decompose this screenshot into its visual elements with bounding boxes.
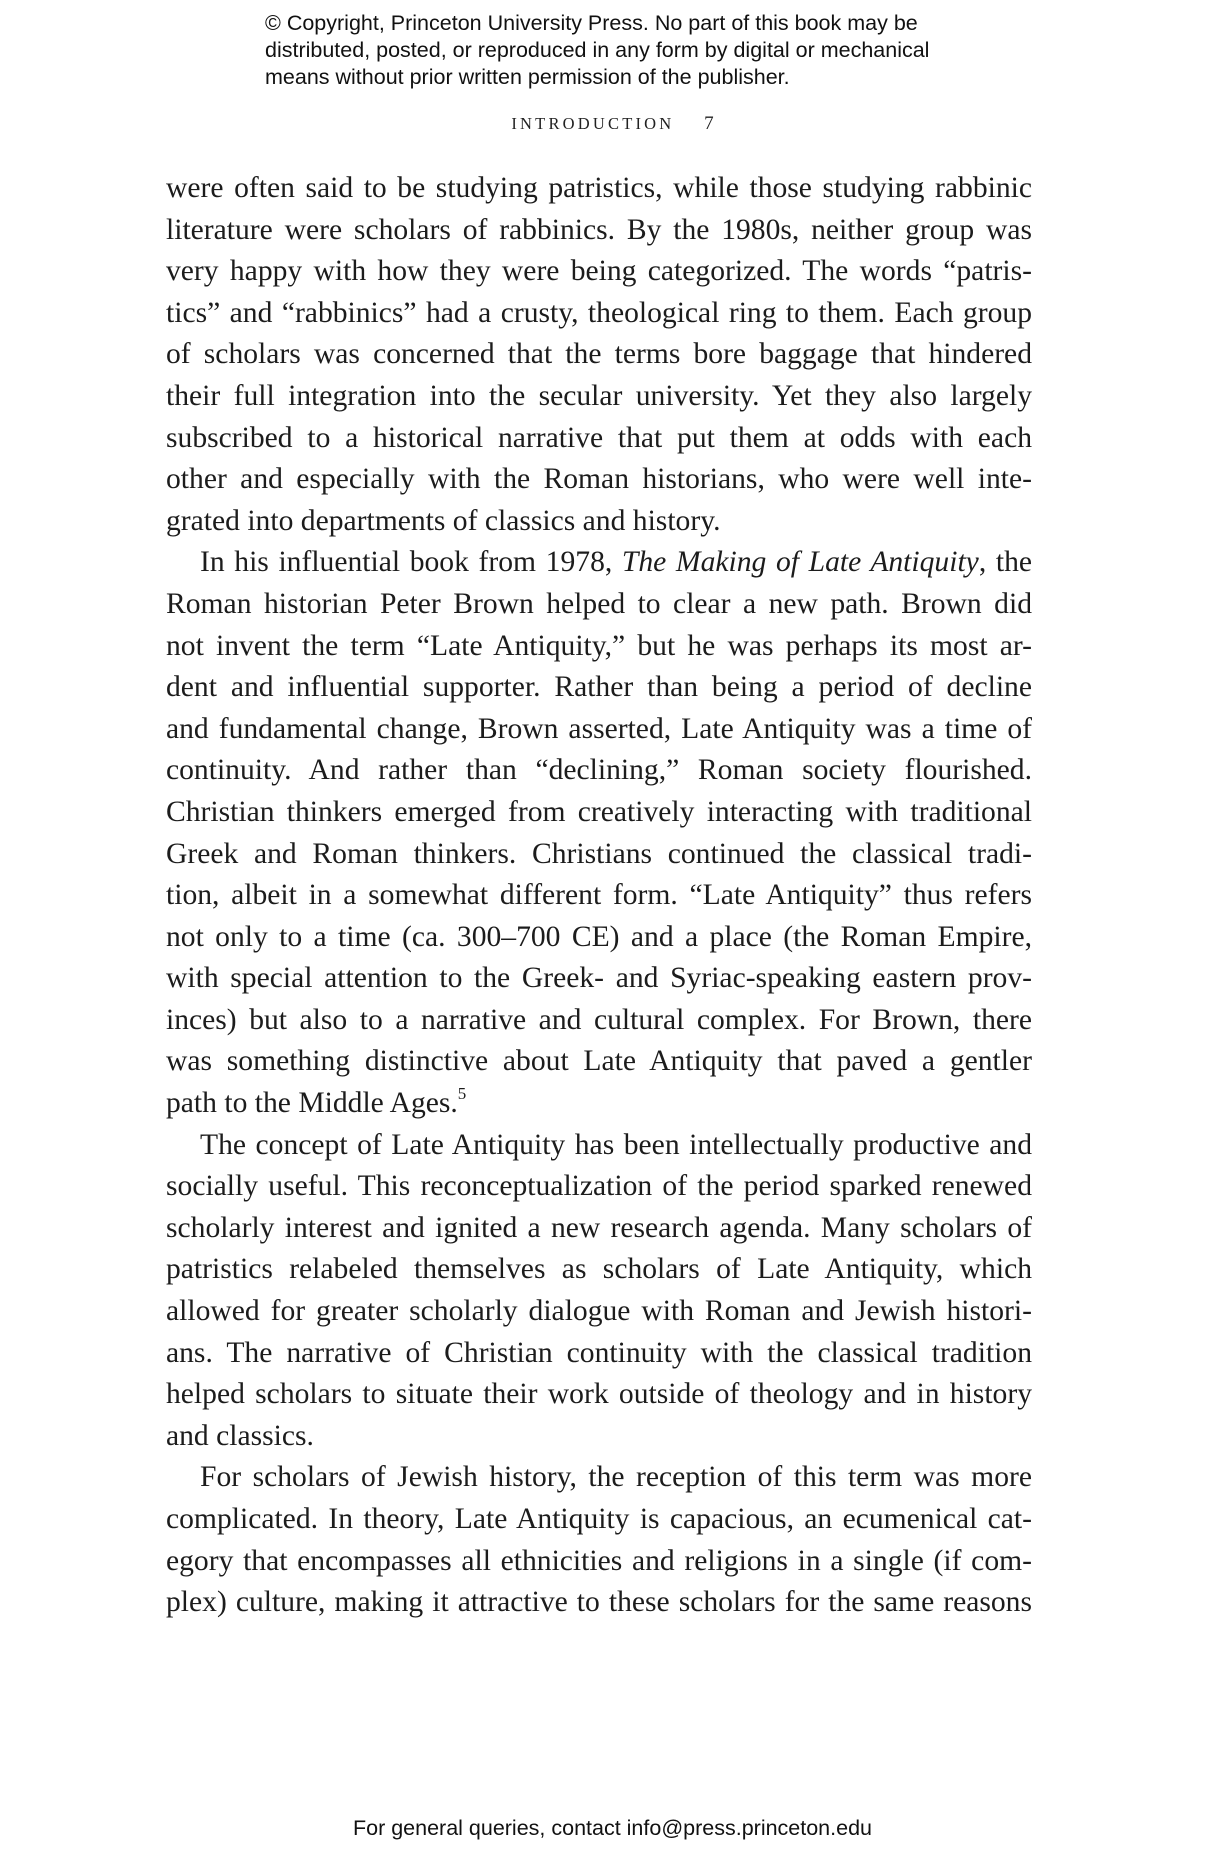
- text-line: and classics.: [166, 1419, 314, 1452]
- text-line: [166, 1083, 1032, 1125]
- text-line: Christian thinkers emerged from creatively interacting with traditional: [166, 795, 1032, 828]
- text-line: their full integration into the secular university. Yet they also largely: [166, 379, 1032, 412]
- page-number: 7: [704, 113, 714, 134]
- text-line: very happy with how they were being categorized. The words “patris-: [166, 255, 1032, 288]
- text-line: Roman historian Peter Brown helped to clear a new path. Brown did: [166, 587, 1032, 620]
- text-line: other and especially with the Roman historians, who were well inte-: [166, 463, 1032, 496]
- text-run: In his influential book from 1978,: [200, 546, 622, 579]
- paragraph: [166, 542, 1032, 1124]
- text-line: scholarly interest and ignited a new research agenda. Many scholars of: [166, 1211, 1032, 1244]
- copyright-notice: [265, 10, 1005, 91]
- text-line: grated into departments of classics and history.: [166, 504, 721, 537]
- text-run: , the: [978, 546, 1032, 579]
- text-line: not invent the term “Late Antiquity,” but he was perhaps its most ar-: [166, 629, 1032, 662]
- contact-footer: For general queries, contact info@press.princeton.edu: [352, 1816, 872, 1840]
- body-text: [166, 168, 1032, 1624]
- text-line: with special attention to the Greek- and Syriac-speaking eastern prov-: [166, 962, 1032, 995]
- footnote-reference: 5: [457, 1084, 467, 1104]
- paragraph: [166, 1457, 1032, 1623]
- running-head-title: INTRODUCTION: [511, 114, 675, 133]
- text-line: not only to a time (ca. 300–700 CE) and a place (the Roman Empire,: [166, 920, 1032, 953]
- text-line: patristics relabeled themselves as scholars of Late Antiquity, which: [166, 1253, 1032, 1286]
- text-line: plex) culture, making it attractive to these scholars for the same reasons: [166, 1586, 1032, 1619]
- text-line: subscribed to a historical narrative that put them at odds with each: [166, 421, 1032, 454]
- copyright-line: means without prior written permission of the publisher.: [265, 65, 790, 89]
- text-line: and fundamental change, Brown asserted, Late Antiquity was a time of: [166, 712, 1032, 745]
- text-line: allowed for greater scholarly dialogue with Roman and Jewish histori-: [166, 1295, 1032, 1328]
- copyright-line: distributed, posted, or reproduced in any form by digital or mechanical: [265, 38, 930, 62]
- text-line: [166, 542, 1032, 584]
- text-line: tics” and “rabbinics” had a crusty, theological ring to them. Each group: [166, 296, 1032, 329]
- text-run: path to the Middle Ages.: [166, 1087, 458, 1120]
- book-title: The Making of Late Antiquity: [621, 546, 979, 579]
- text-line: helped scholars to situate their work outside of theology and in history: [166, 1378, 1032, 1411]
- text-line: Greek and Roman thinkers. Christians continued the classical tradi-: [166, 837, 1032, 870]
- text-line: complicated. In theory, Late Antiquity is capacious, an ecumenical cat-: [166, 1503, 1032, 1535]
- text-line: of scholars was concerned that the terms bore baggage that hindered: [166, 338, 1032, 371]
- text-line: literature were scholars of rabbinics. By the 1980s, neither group was: [166, 213, 1032, 246]
- text-line: continuity. And rather than “declining,” Roman society flourished.: [166, 754, 1032, 787]
- text-line: egory that encompasses all ethnicities and religions in a single (if com-: [166, 1544, 1032, 1577]
- copyright-line: © Copyright, Princeton University Press. No part of this book may be: [265, 11, 918, 35]
- text-line: For scholars of Jewish history, the reception of this term was more: [200, 1461, 1032, 1494]
- text-line: ans. The narrative of Christian continuity with the classical tradition: [166, 1336, 1032, 1369]
- text-line: dent and influential supporter. Rather than being a period of decline: [166, 671, 1032, 704]
- text-line: were often said to be studying patristics, while those studying rabbinic: [166, 172, 1032, 204]
- text-line: tion, albeit in a somewhat different form. “Late Antiquity” thus refers: [166, 879, 1032, 912]
- text-line: The concept of Late Antiquity has been intellectually productive and: [200, 1128, 1032, 1161]
- text-line: was something distinctive about Late Antiquity that paved a gentler: [166, 1045, 1032, 1078]
- paragraph: [166, 168, 1032, 542]
- paragraph: [166, 1125, 1032, 1458]
- running-head: [0, 113, 1225, 135]
- text-line: socially useful. This reconceptualization of the period sparked renewed: [166, 1170, 1032, 1203]
- text-line: inces) but also to a narrative and cultural complex. For Brown, there: [166, 1003, 1032, 1036]
